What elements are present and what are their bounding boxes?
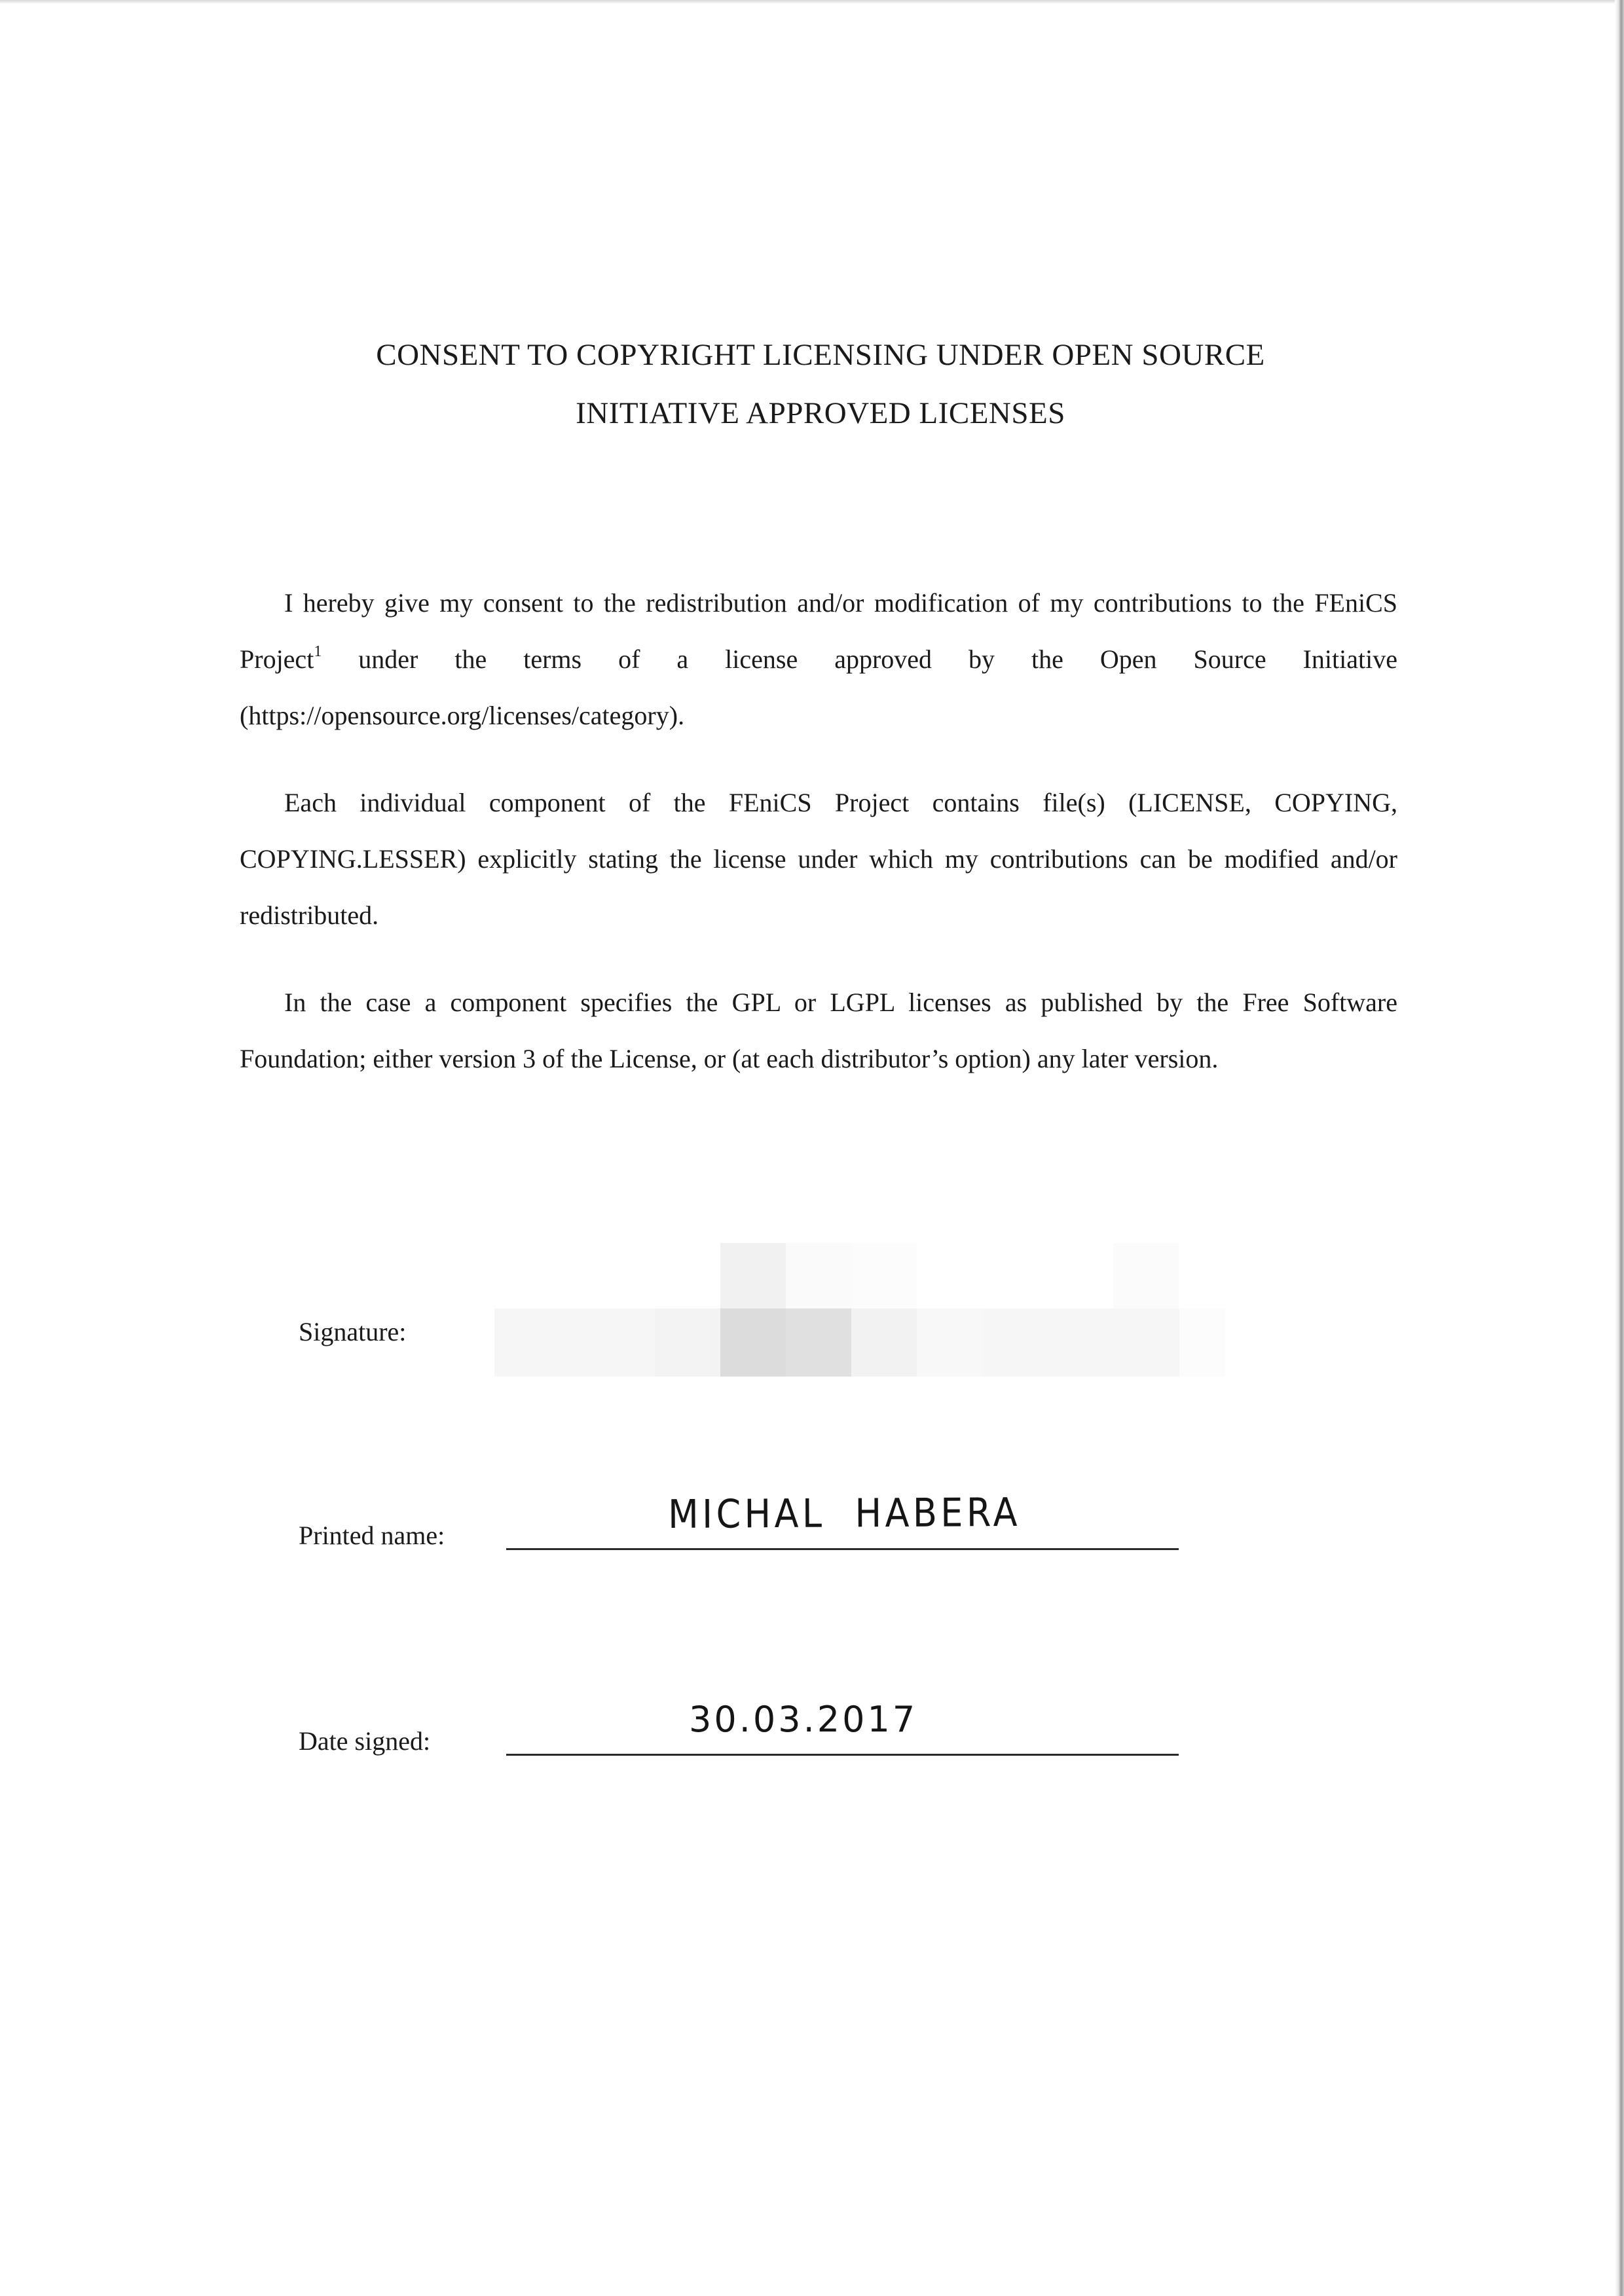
title-line-2: INITIATIVE APPROVED LICENSES [576, 396, 1065, 430]
date-signed-value: 30.03.2017 [689, 1699, 918, 1740]
printed-name-value: MICHAL HABERA [668, 1489, 1022, 1538]
footnote-mark: 1 [314, 643, 322, 660]
printed-name-label: Printed name: [299, 1521, 445, 1550]
redacted-signature [494, 1243, 1225, 1377]
scan-top-edge [0, 0, 1624, 4]
consent-text-part-2: under the terms of a license approved by the Open Source Initiative (https://opensource.org/licenses/category). [240, 644, 1397, 730]
printed-name-line [506, 1548, 1179, 1550]
gpl-text: In the case a component specifies the GPL or LGPL licenses as published by the Free Software Foundation; either version 3 of the License, or (at each distributor’s option) any later version. [240, 988, 1397, 1073]
scan-right-edge [1615, 0, 1624, 2296]
consent-text-part-1: I hereby give my consent to the redistribution and/or modification of my contributions to the FEniCS Project [240, 588, 1397, 674]
license-files-text: Each individual component of the FEniCS Project contains file(s) (LICENSE, COPYING, COPYING.LESSER) explicitly stating the license under which my contributions can be modified and/or redistributed. [240, 788, 1397, 930]
license-files-paragraph [240, 775, 1397, 944]
document-title [196, 326, 1445, 443]
date-signed-label: Date signed: [299, 1726, 431, 1756]
signature-label: Signature: [299, 1317, 407, 1346]
gpl-paragraph [240, 974, 1397, 1087]
date-signed-line [506, 1754, 1179, 1756]
consent-paragraph [240, 575, 1397, 744]
title-line-1: CONSENT TO COPYRIGHT LICENSING UNDER OPEN SOURCE [376, 338, 1265, 372]
